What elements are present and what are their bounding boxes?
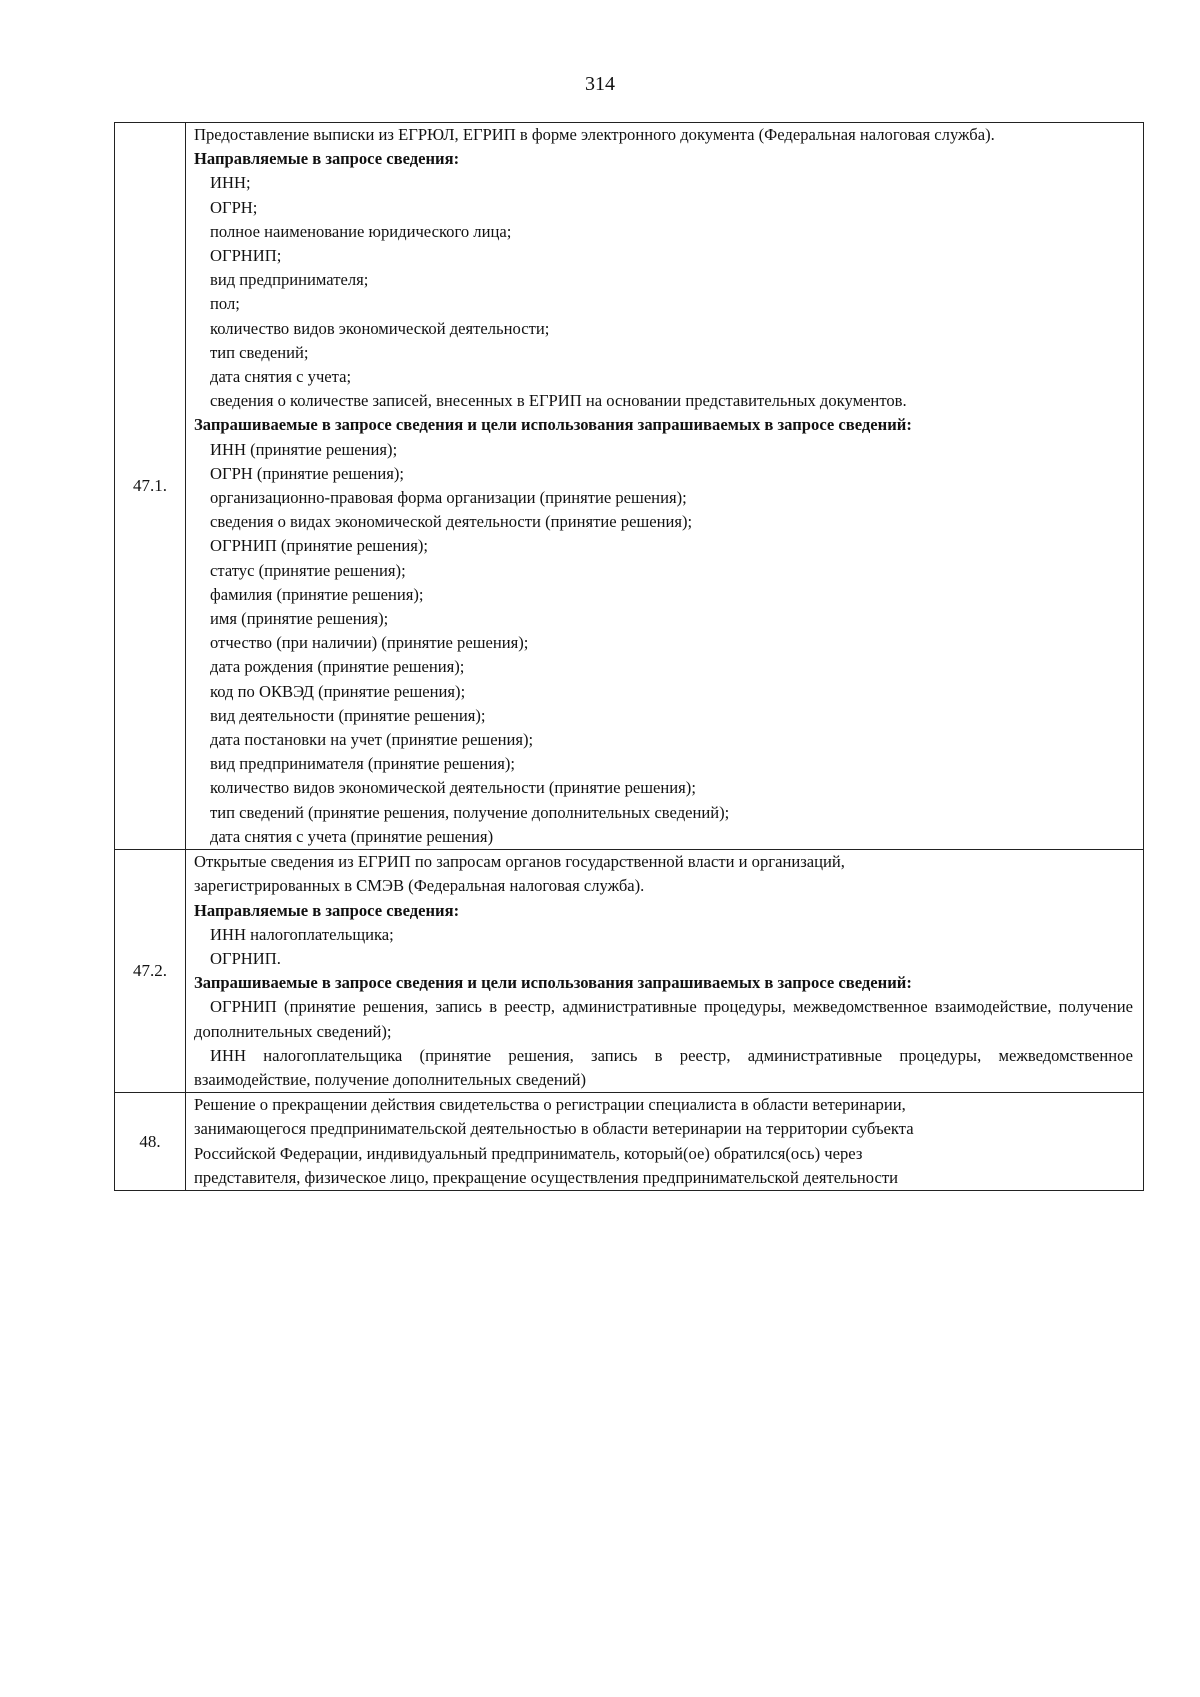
list-item: тип сведений (принятие решения, получение дополнительных сведений);: [210, 802, 730, 822]
list-item: количество видов экономической деятельности;: [210, 318, 550, 338]
table-row-47-1: [115, 123, 1144, 850]
list-item: ОГРНИП.: [210, 948, 281, 968]
service-description-line: Открытые сведения из ЕГРИП по запросам органов государственной власти и организаций,: [194, 852, 845, 872]
list-item: дата снятия с учета (принятие решения): [210, 826, 494, 846]
list-item: фамилия (принятие решения);: [210, 584, 424, 604]
list-item: дата рождения (принятие решения);: [210, 657, 465, 677]
requested-data-heading: Запрашиваемые в запросе сведения и цели использования запрашиваемых в запросе сведений:: [194, 415, 912, 435]
text-line: занимающегося предпринимательской деятельностью в области ветеринарии на территории субъекта: [194, 1119, 914, 1139]
list-item: организационно-правовая форма организации (принятие решения);: [210, 488, 687, 508]
list-item: ИНН налогоплательщика;: [210, 924, 394, 944]
list-item: вид деятельности (принятие решения);: [210, 705, 486, 725]
sent-data-heading: Направляемые в запросе сведения:: [194, 900, 460, 920]
list-item: ОГРНИП (принятие решения);: [210, 536, 428, 556]
table-row-48: [115, 1093, 1144, 1191]
text-line: представителя, физическое лицо, прекращение осуществления предпринимательской деятельности: [194, 1167, 899, 1187]
list-item: имя (принятие решения);: [210, 609, 389, 629]
page-number: 314: [585, 73, 615, 95]
list-item: код по ОКВЭД (принятие решения);: [210, 681, 466, 701]
service-description-line: зарегистрированных в СМЭВ (Федеральная налоговая служба).: [194, 876, 645, 896]
list-item: статус (принятие решения);: [210, 560, 406, 580]
list-item: вид предпринимателя;: [210, 270, 369, 290]
text-line: Решение о прекращении действия свидетельства о регистрации специалиста в области ветеринарии,: [194, 1095, 906, 1115]
row-number: 48.: [115, 1093, 186, 1191]
list-item: ИНН (принятие решения);: [210, 439, 398, 459]
sent-data-heading: Направляемые в запросе сведения:: [194, 149, 460, 169]
list-item: дата снятия с учета;: [210, 367, 352, 387]
list-item: сведения о видах экономической деятельности (принятие решения);: [210, 512, 693, 532]
list-item: пол;: [210, 294, 240, 314]
services-table: [114, 122, 1144, 1191]
list-item: тип сведений;: [210, 342, 309, 362]
list-item: ИНН;: [210, 173, 251, 193]
list-item: ОГРНИП (принятие решения, запись в реестр, административные процедуры, межведомственное взаимодействие, получение дополнительных сведений);: [194, 997, 1133, 1041]
service-description: Предоставление выписки из ЕГРЮЛ, ЕГРИП в форме электронного документа (Федеральная налоговая служба).: [194, 125, 995, 144]
list-item: отчество (при наличии) (принятие решения);: [210, 633, 529, 653]
list-item: ОГРН;: [210, 197, 258, 217]
row-content: [186, 850, 1144, 1093]
list-item: ИНН налогоплательщика (принятие решения, запись в реестр, административные процедуры, межведомственное взаимодействие, получение дополнительных сведений): [194, 1045, 1133, 1089]
list-item: дата постановки на учет (принятие решения);: [210, 730, 534, 750]
list-item: ОГРН (принятие решения);: [210, 463, 405, 483]
requested-data-heading: Запрашиваемые в запросе сведения и цели использования запрашиваемых в запросе сведений:: [194, 973, 912, 993]
list-item: сведения о количестве записей, внесенных в ЕГРИП на основании представительных документов.: [210, 391, 907, 411]
table-row-47-2: [115, 850, 1144, 1093]
list-item: количество видов экономической деятельности (принятие решения);: [210, 778, 696, 798]
row-content: [186, 123, 1144, 850]
row-number: 47.2.: [115, 850, 186, 1093]
list-item: полное наименование юридического лица;: [210, 221, 512, 241]
row-number: 47.1.: [115, 123, 186, 850]
list-item: вид предпринимателя (принятие решения);: [210, 754, 515, 774]
list-item: ОГРНИП;: [210, 246, 282, 266]
text-line: Российской Федерации, индивидуальный предприниматель, который(ое) обратился(ось) через: [194, 1143, 863, 1163]
row-content: [186, 1093, 1144, 1191]
